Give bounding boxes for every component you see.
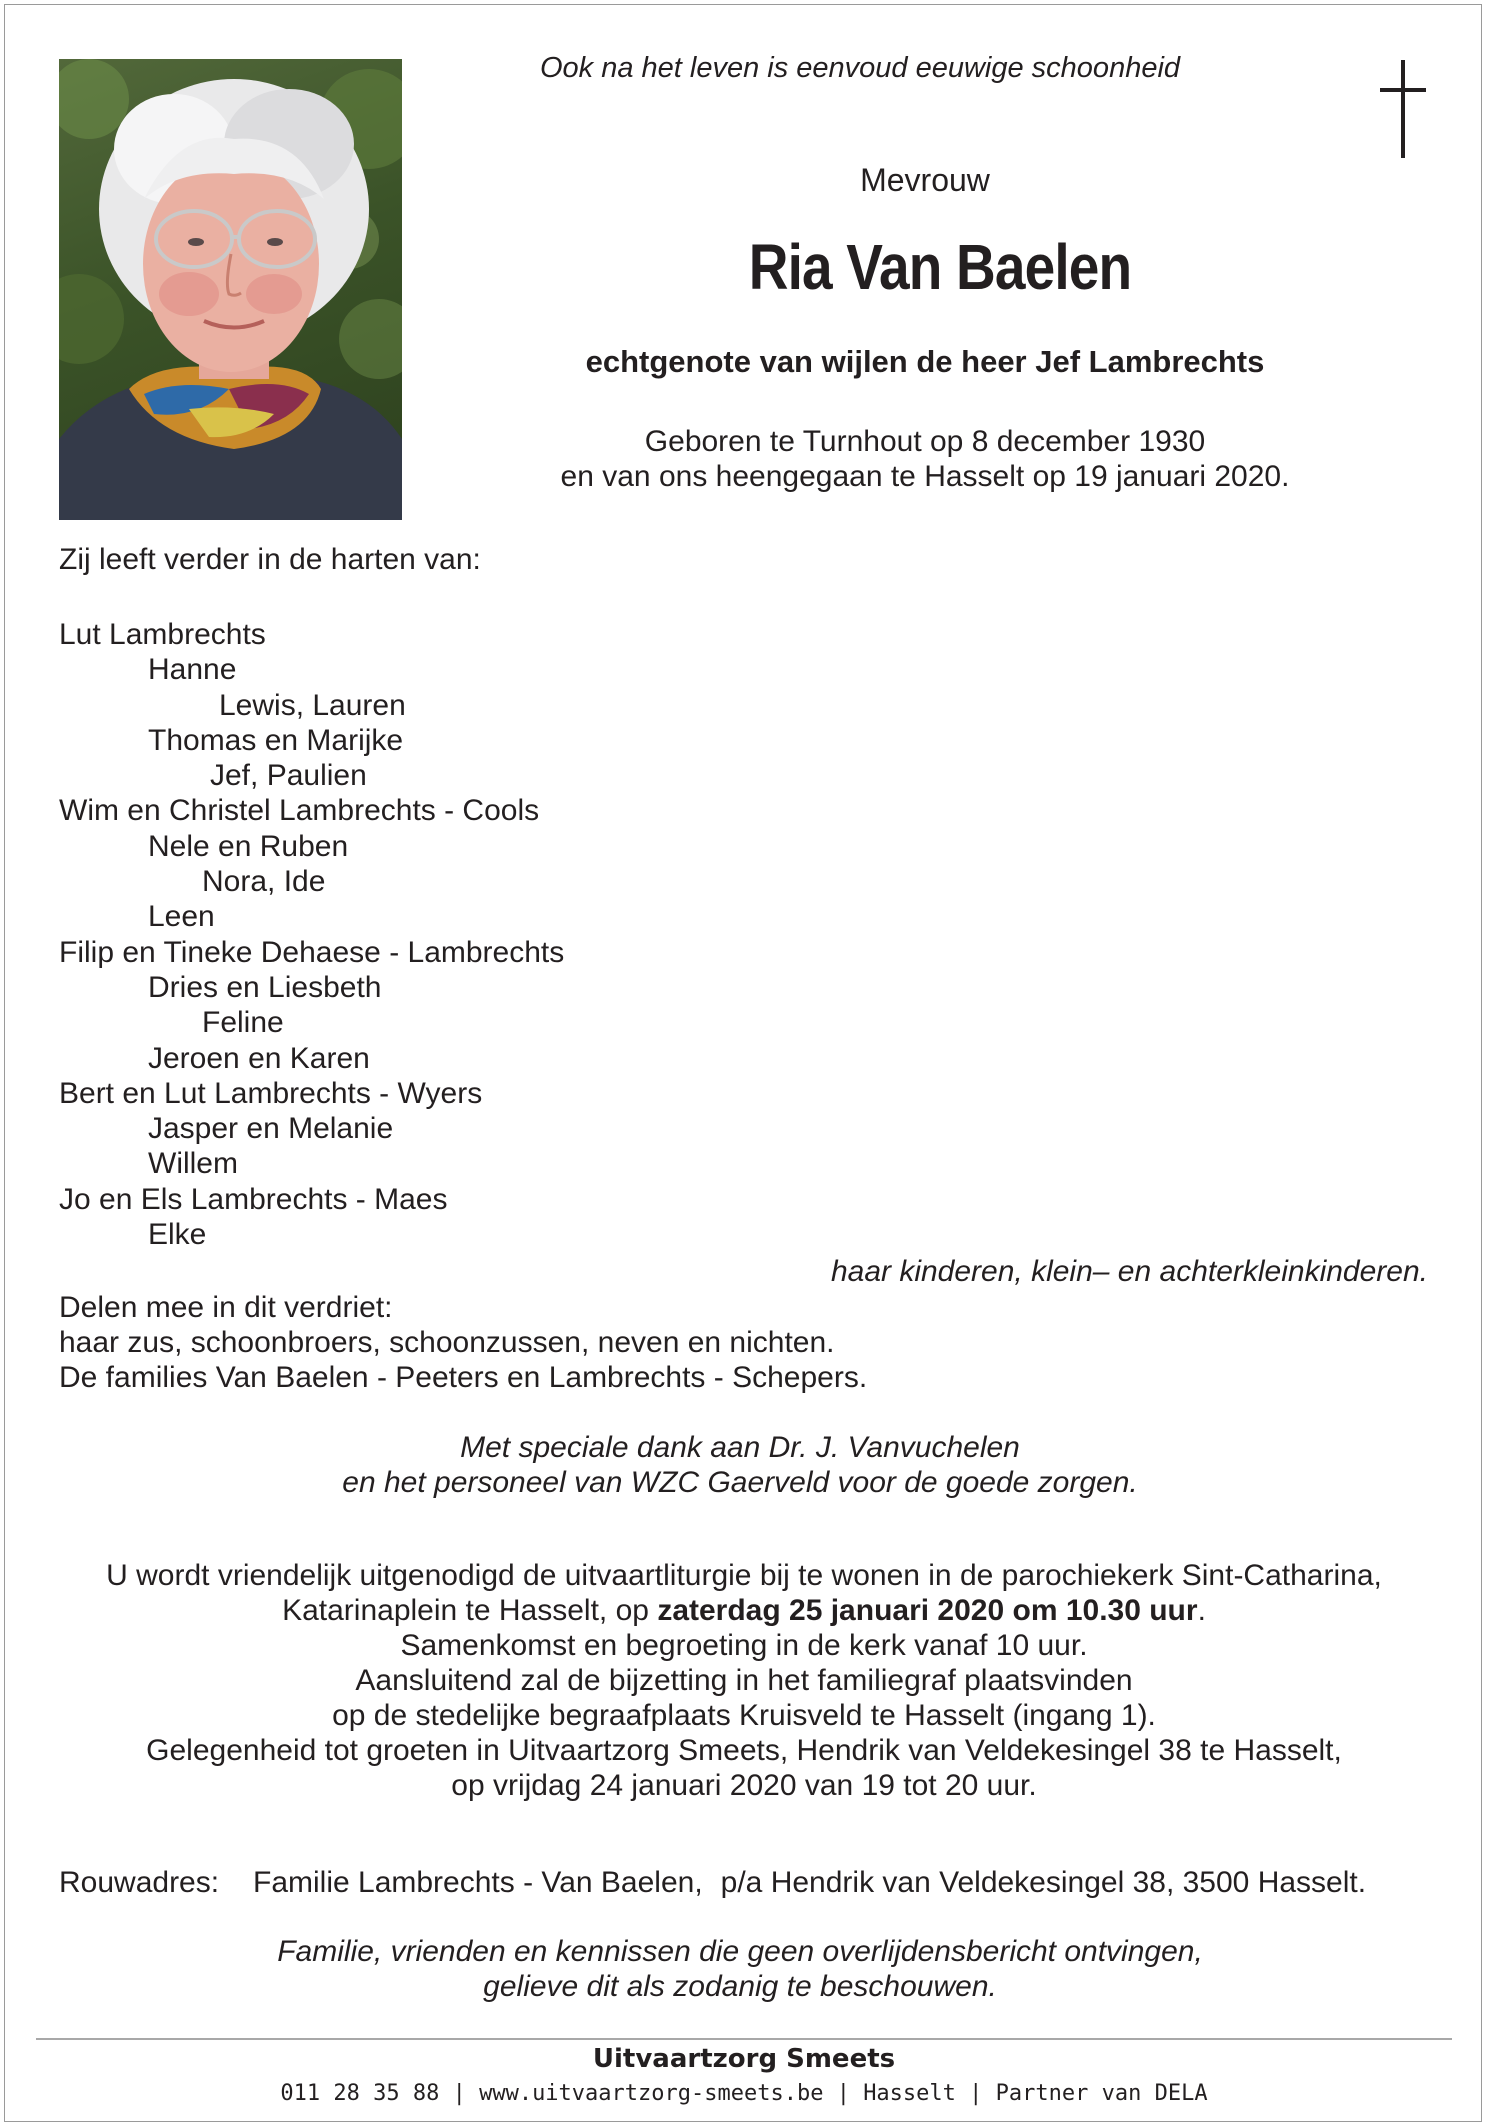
- portrait-photo: [59, 59, 402, 520]
- notice-line: gelieve dit als zodanig te beschouwen.: [483, 1970, 997, 2003]
- spouse-line: echtgenote van wijlen de heer Jef Lambrechts: [585, 344, 1265, 379]
- thanks-line: Met speciale dank aan Dr. J. Vanvuchelen: [460, 1431, 1020, 1464]
- invitation-line: op de stedelijke begraafplaats Kruisveld te Hasselt (ingang 1).: [332, 1699, 1156, 1732]
- list-item: Nora, Ide: [202, 865, 326, 899]
- list-item: Thomas en Marijke: [148, 723, 404, 757]
- address-family: Familie Lambrechts - Van Baelen,: [253, 1866, 703, 1899]
- sharing-line: haar zus, schoonbroers, schoonzussen, neven en nichten.: [59, 1326, 835, 1359]
- sharing-heading: Delen mee in dit verdriet:: [59, 1291, 393, 1324]
- footer-divider: [36, 2038, 1452, 2040]
- invitation-line: U wordt vriendelijk uitgenodigd de uitvaartliturgie bij te wonen in de parochiekerk Sint-Catharina,: [106, 1559, 1382, 1592]
- family-signoff: haar kinderen, klein– en achterkleinkinderen.: [830, 1255, 1428, 1288]
- sharing-block: [59, 1290, 867, 1395]
- life-dates: [520, 424, 1330, 494]
- death-line: en van ons heengegaan te Hasselt op 19 januari 2020.: [560, 460, 1290, 493]
- invitation-line: [44, 1593, 1444, 1628]
- notice-block: [180, 1934, 1300, 2004]
- invitation-text: .: [1197, 1594, 1206, 1627]
- invitation-line: Gelegenheid tot groeten in Uitvaartzorg Smeets, Hendrik van Veldekesingel 38 te Hasselt,: [146, 1734, 1342, 1767]
- notice-line: Familie, vrienden en kennissen die geen overlijdensbericht ontvingen,: [277, 1935, 1203, 1968]
- list-item: Feline: [202, 1006, 284, 1040]
- list-item: Nele en Ruben: [148, 829, 349, 863]
- list-item: Jasper en Melanie: [148, 1112, 394, 1146]
- list-item: Hanne: [148, 653, 237, 687]
- invitation-line: Aansluitend zal de bijzetting in het familiegraf plaatsvinden: [355, 1664, 1133, 1697]
- birth-line: Geboren te Turnhout op 8 december 1930: [644, 425, 1206, 458]
- list-item: Dries en Liesbeth: [148, 970, 382, 1004]
- thanks-line: en het personeel van WZC Gaerveld voor de goede zorgen.: [342, 1466, 1138, 1499]
- invitation-line: op vrijdag 24 januari 2020 van 19 tot 20 uur.: [451, 1769, 1037, 1802]
- ceremony-datetime: zaterdag 25 januari 2020 om 10.30 uur: [657, 1594, 1198, 1627]
- sharing-line: De families Van Baelen - Peeters en Lambrechts - Schepers.: [59, 1361, 868, 1394]
- motto: Ook na het leven is eenvoud eeuwige schoonheid: [539, 52, 1181, 84]
- list-item: Lut Lambrechts: [59, 618, 266, 651]
- cross-icon: [1380, 60, 1426, 160]
- list-item: Jef, Paulien: [210, 759, 367, 793]
- deceased-name: Ria Van Baelen: [748, 231, 1132, 303]
- invitation-line: Samenkomst en begroeting in de kerk vanaf 10 uur.: [400, 1629, 1088, 1662]
- family-list: [59, 617, 564, 1252]
- invitation-block: [44, 1558, 1444, 1803]
- list-item: Filip en Tineke Dehaese - Lambrechts: [59, 935, 565, 969]
- funeral-home-contact: 011 28 35 88 | www.uitvaartzorg-smeets.be | Hasselt | Partner van DELA: [280, 2081, 1208, 2106]
- mourning-address: [59, 1866, 1366, 1900]
- list-item: Willem: [148, 1147, 238, 1181]
- honorific: Mevrouw: [860, 162, 990, 198]
- list-item: Leen: [148, 900, 215, 934]
- list-item: Elke: [148, 1218, 207, 1252]
- list-item: Jeroen en Karen: [148, 1041, 370, 1075]
- funeral-home-name: Uitvaartzorg Smeets: [592, 2044, 896, 2074]
- list-item: Wim en Christel Lambrechts - Cools: [59, 794, 540, 828]
- list-item: Bert en Lut Lambrechts - Wyers: [59, 1076, 483, 1110]
- thanks-block: [180, 1430, 1300, 1500]
- address-street: p/a Hendrik van Veldekesingel 38, 3500 Hasselt.: [720, 1866, 1367, 1899]
- address-label: Rouwadres:: [59, 1866, 220, 1899]
- intro-line: Zij leeft verder in de harten van:: [59, 543, 481, 576]
- invitation-text: Katarinaplein te Hasselt, op: [282, 1594, 658, 1627]
- list-item: Jo en Els Lambrechts - Maes: [59, 1182, 448, 1216]
- list-item: Lewis, Lauren: [219, 688, 406, 722]
